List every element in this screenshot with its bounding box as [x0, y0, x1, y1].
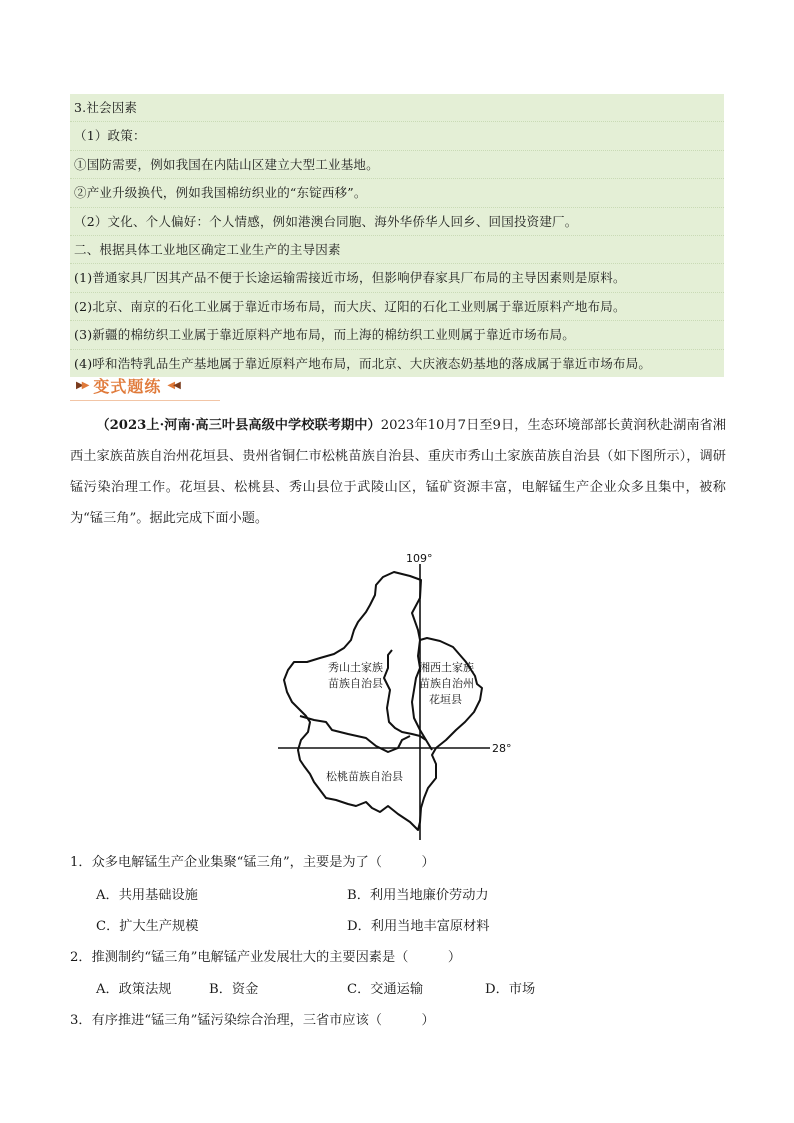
section-title: 变式题练: [93, 376, 162, 396]
region-label-xiushan: 秀山土家族: [328, 661, 383, 674]
summary-line: 二、根据具体工业地区确定工业生产的主导因素: [70, 236, 724, 264]
summary-line: （1）政策：: [70, 122, 724, 150]
region-label-xiangxi: 苗族自治州: [419, 677, 474, 690]
summary-line: (2)北京、南京的石化工业属于靠近市场布局，而大庆、辽阳的石化工业则属于靠近原料产地布局。: [70, 293, 724, 321]
summary-line: (1)普通家具厂因其产品不便于长途运输需接近市场，但影响伊春家具厂布局的主导因素则是原料。: [70, 264, 724, 292]
answer-option[interactable]: A．共用基础设施: [96, 888, 198, 903]
summary-line: (4)呼和浩特乳品生产基地属于靠近原料产地布局，而北京、大庆液态奶基地的落成属于靠近市场布局。: [74, 355, 652, 371]
summary-line: (3)新疆的棉纺织工业属于靠近原料产地布局，而上海的棉纺织工业则属于靠近市场布局。: [70, 321, 724, 349]
summary-line: ①国防需要，例如我国在内陆山区建立大型工业基地。: [70, 151, 724, 179]
right-arrows-icon: ▶▶: [76, 379, 88, 391]
summary-line: ②产业升级换代，例如我国棉纺织业的“东锭西移”。: [70, 179, 724, 207]
region-label-songtao: 松桃苗族自治县: [326, 770, 403, 783]
region-label-xiangxi: 湘西土家族: [419, 661, 474, 674]
question-source: （2023上·河南·高三叶县高级中学校联考期中）: [96, 418, 381, 433]
left-arrows-icon: ◀◀: [167, 379, 179, 391]
map-inner-boundary: [412, 640, 426, 740]
answer-option[interactable]: C．扩大生产规模: [96, 919, 199, 934]
question-stem: 3．有序推进“锰三角”锰污染综合治理，三省市应该（ ）: [70, 1013, 435, 1028]
answer-option[interactable]: B．利用当地廉价劳动力: [347, 888, 489, 903]
question-stem: 1．众多电解锰生产企业集聚“锰三角”，主要是为了（ ）: [70, 855, 435, 870]
summary-line: （2）文化、个人偏好：个人情感，例如港澳台同胞、海外华侨华人回乡、回国投资建厂。: [70, 208, 724, 236]
intro-text: 2023年10月7日至9日，生态环境部部长黄润秋赴湖南省湘西土家族苗族自治州花垣县、贵州省铜仁市松桃苗族自治县、重庆市秀山土家族苗族自治县（如下图所示），调研锰污染治理工作。花垣县、松桃县、秀山县位于武陵山区，锰矿资源丰富，电解锰生产企业众多且集中，被称为“锰三角”。据此完成下面小题。: [70, 418, 726, 526]
answer-option[interactable]: D．市场: [485, 982, 536, 997]
knowledge-summary-box: [70, 94, 724, 377]
section-heading: [76, 372, 286, 398]
parallel-label: 28°: [492, 742, 512, 755]
map-inner-boundary: [300, 716, 410, 752]
question-stem: 2．推测制约“锰三角”电解锰产业发展壮大的主要因素是（ ）: [70, 950, 462, 965]
question-intro: [70, 410, 726, 534]
answer-option[interactable]: C．交通运输: [347, 982, 424, 997]
region-label-xiangxi: 花垣县: [429, 693, 462, 706]
answer-option[interactable]: B．资金: [209, 982, 259, 997]
summary-line: 3.社会因素: [70, 94, 724, 122]
section-underline: [70, 400, 220, 401]
region-label-xiushan: 苗族自治县: [328, 677, 383, 690]
region-map: [270, 550, 530, 840]
answer-option[interactable]: D．利用当地丰富原材料: [347, 919, 490, 934]
meridian-label: 109°: [406, 552, 433, 565]
answer-option[interactable]: A．政策法规: [96, 982, 172, 997]
